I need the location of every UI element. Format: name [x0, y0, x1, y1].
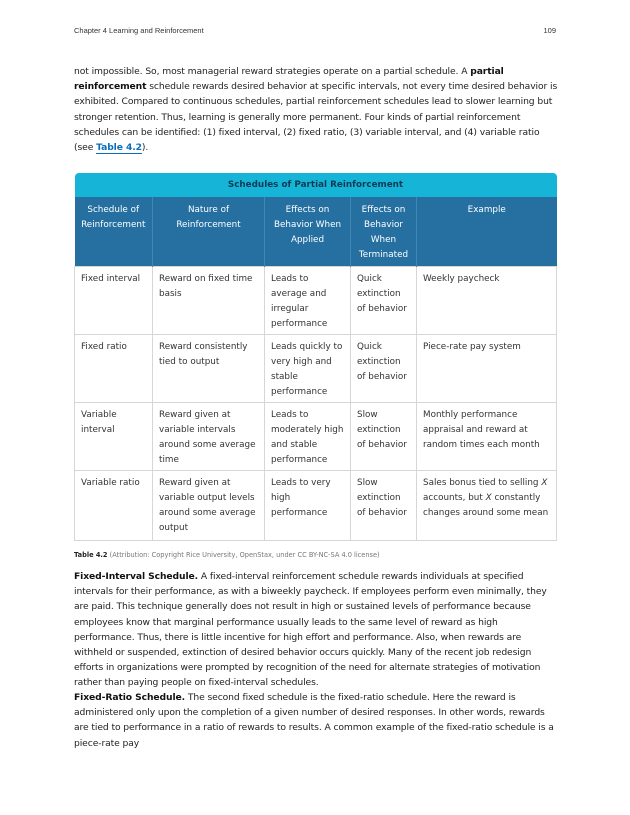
cell-example: Weekly paycheck: [417, 267, 557, 335]
fixed-ratio-text: The second fixed schedule is the fixed-ratio schedule. Here the reward is administered only upon the completion of a given number of desired responses. In other words, rewards are tied to performance in a ratio of rewards to results. A common example of the fixed-ratio schedule is a piece-rate pay: [74, 692, 554, 749]
header-schedule: Schedule of Reinforcement: [75, 197, 153, 267]
cell-terminated: Quick extinction of behavior: [351, 335, 417, 403]
fixed-interval-text: A fixed-interval reinforcement schedule rewards individuals at specified intervals for their performance, as with a biweekly paycheck. If employees perform even minimally, they are paid. This technique generally does not result in high or sustained levels of performance because employees know that marginal performance usually leads to the same level of reward as high performance. Thus, there is little incentive for high effort and performance. Also, when rewards are withheld or suspended, extinction of desired behavior occurs quickly. Many of the recent job redesign efforts in organizations were prompted by recognition of the need for alternate strategies of motivation rather than paying people on fixed-interval schedules.: [74, 571, 547, 689]
header-example: Example: [417, 197, 557, 267]
caption-label: Table 4.2: [74, 551, 108, 559]
fixed-ratio-heading: Fixed-Ratio Schedule.: [74, 692, 186, 703]
table-row: [75, 267, 557, 335]
intro-text-1: not impossible. So, most managerial reward strategies operate on a partial schedule. A: [74, 66, 471, 77]
example-text-1: Sales bonus tied to selling: [423, 478, 542, 488]
cell-applied: Leads to very high performance: [265, 471, 351, 541]
example-variable-x: X: [541, 478, 548, 488]
chapter-title: Chapter 4 Learning and Reinforcement: [74, 26, 204, 35]
caption-attribution: (Attribution: Copyright Rice University, OpenStax, under CC BY-NC-SA 4.0 license): [109, 551, 380, 559]
cell-applied: Leads to moderately high and stable performance: [265, 403, 351, 471]
table-header-row: [75, 197, 557, 267]
cell-applied: Leads quickly to very high and stable performance: [265, 335, 351, 403]
cell-nature: Reward given at variable output levels around some average output: [153, 471, 265, 541]
example-text-3: constantly changes around some mean: [423, 493, 549, 518]
table-caption: [74, 551, 380, 559]
cell-nature: Reward consistently tied to output: [153, 335, 265, 403]
example-text-2: accounts, but: [423, 493, 486, 503]
cell-schedule: Variable interval: [75, 403, 153, 471]
term-partial-reinforcement: partial reinforcement: [74, 66, 504, 93]
fixed-interval-paragraph: [74, 569, 558, 691]
cell-nature: Reward on fixed time basis: [153, 267, 265, 335]
cell-applied: Leads to average and irregular performance: [265, 267, 351, 335]
page-header: [74, 26, 556, 35]
cell-terminated: Quick extinction of behavior: [351, 267, 417, 335]
partial-reinforcement-table: [74, 173, 557, 541]
table-4-2-link[interactable]: Table 4.2: [96, 142, 142, 154]
intro-text-2: schedule rewards desired behavior at specific intervals, not every time desired behavior is exhibited. Compared to continuous schedules, partial reinforcement schedules lead to slower learning but stronger retention. Thus, learning is generally more permanent. Four kinds of partial reinforcement schedules can be identified: (1) fixed interval, (2) fixed ratio, (3) variable interval, and (4) variable ratio (see: [74, 81, 558, 154]
cell-terminated: Slow extinction of behavior: [351, 403, 417, 471]
fixed-ratio-paragraph: [74, 690, 558, 751]
header-nature: Nature of Reinforcement: [153, 197, 265, 267]
intro-paragraph: [74, 64, 558, 155]
cell-schedule: Fixed interval: [75, 267, 153, 335]
fixed-interval-heading: Fixed-Interval Schedule.: [74, 571, 199, 582]
table-title: Schedules of Partial Reinforcement: [75, 173, 557, 197]
page-number: 109: [543, 26, 556, 35]
table-row: [75, 335, 557, 403]
cell-schedule: Variable ratio: [75, 471, 153, 541]
cell-terminated: Slow extinction of behavior: [351, 471, 417, 541]
header-effects-applied: Effects on Behavior When Applied: [265, 197, 351, 267]
cell-example: Monthly performance appraisal and reward at random times each month: [417, 403, 557, 471]
example-variable-x: X: [485, 493, 492, 503]
table-row: [75, 403, 557, 471]
header-effects-terminated: Effects on Behavior When Terminated: [351, 197, 417, 267]
cell-schedule: Fixed ratio: [75, 335, 153, 403]
intro-text-end: ).: [141, 142, 149, 154]
cell-example: Piece-rate pay system: [417, 335, 557, 403]
cell-nature: Reward given at variable intervals around some average time: [153, 403, 265, 471]
cell-example: [417, 471, 557, 541]
table-row: [75, 471, 557, 541]
